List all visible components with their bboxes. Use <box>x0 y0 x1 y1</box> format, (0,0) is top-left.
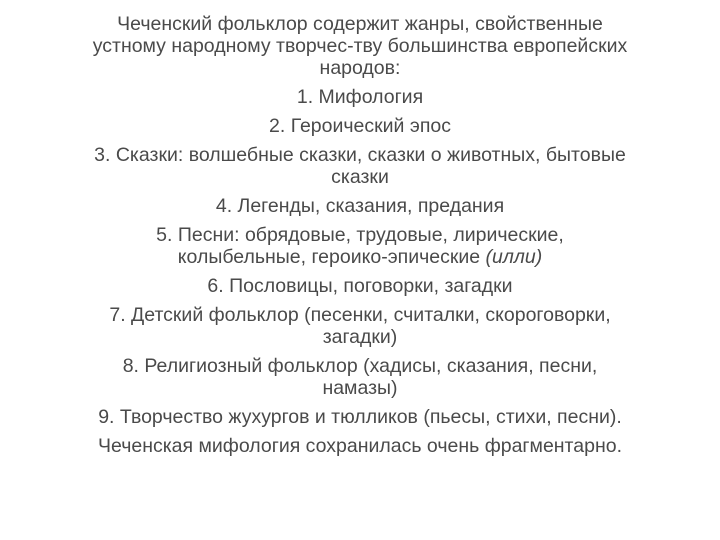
list-item-1 <box>40 86 680 108</box>
list-item-text-italic: (илли) <box>485 246 543 268</box>
intro-line-2: устному народному творчес-тву большинства европейских <box>92 35 628 57</box>
intro-line-3: народов: <box>319 57 401 79</box>
list-item-text-plain: колыбельные, героико-эпические <box>177 246 481 268</box>
list-item-text: 9. Творчество жухургов и тюлликов (пьесы, стихи, песни). <box>98 406 622 428</box>
intro-line-1: Чеченский фольклор содержит жанры, свойственные <box>117 13 603 35</box>
list-item-text-cont: загадки) <box>322 326 398 348</box>
list-item-text: 2. Героический эпос <box>269 115 451 137</box>
list-item-text-cont: сказки <box>331 166 389 188</box>
list-item-4 <box>40 195 680 217</box>
list-item-6 <box>40 275 680 297</box>
list-item-text: 1. Мифология <box>296 86 424 108</box>
list-item-9 <box>40 406 680 428</box>
closing-text: Чеченская мифология сохранилась очень фрагментарно. <box>98 435 622 457</box>
list-item-text: 8. Религиозный фольклор (хадисы, сказания, песни, <box>122 355 598 377</box>
list-item-text-cont: намазы) <box>322 377 398 399</box>
list-item-5 <box>40 224 680 268</box>
list-item-text: 6. Пословицы, поговорки, загадки <box>207 275 513 297</box>
list-item-text-cont <box>40 246 680 268</box>
list-item-3 <box>40 144 680 188</box>
closing-paragraph <box>40 435 680 457</box>
list-item-text: 7. Детский фольклор (песенки, считалки, скороговорки, <box>109 304 611 326</box>
list-item-text: 3. Сказки: волшебные сказки, сказки о животных, бытовые <box>94 144 626 166</box>
list-item-2 <box>40 115 680 137</box>
list-item-7 <box>40 304 680 348</box>
list-item-text: 4. Легенды, сказания, предания <box>215 195 505 217</box>
slide-text-body <box>40 13 680 464</box>
intro-paragraph <box>40 13 680 79</box>
list-item-8 <box>40 355 680 399</box>
list-item-text: 5. Песни: обрядовые, трудовые, лирические, <box>156 224 564 246</box>
